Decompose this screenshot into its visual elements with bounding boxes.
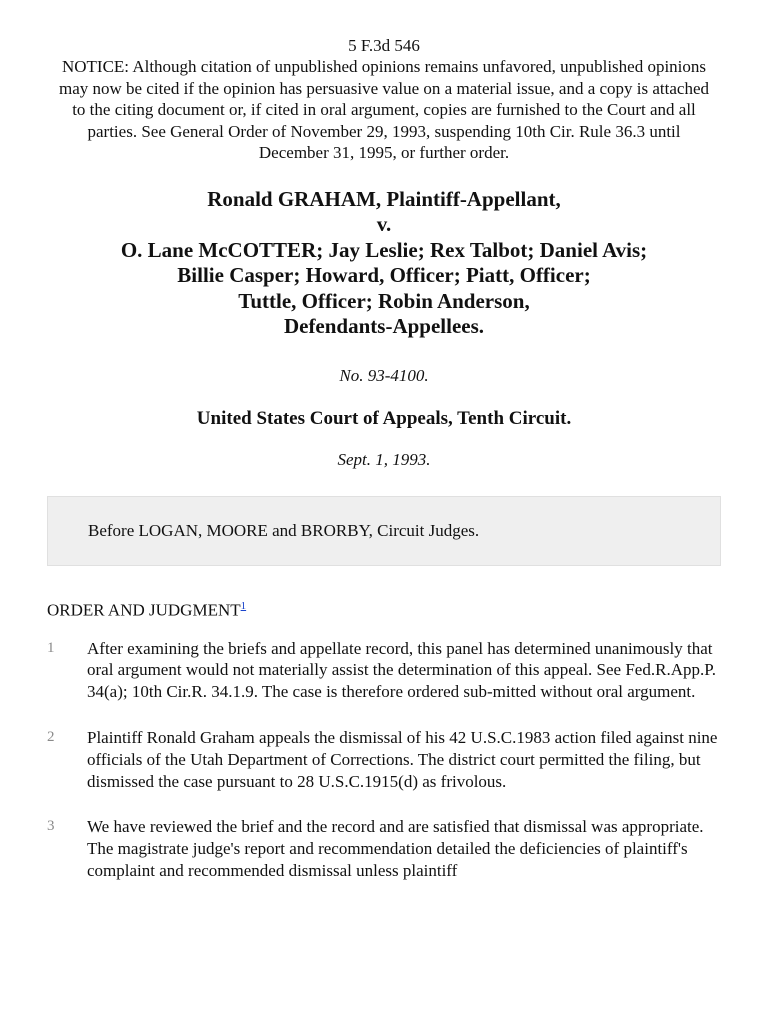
paragraph-number: 3 — [47, 818, 55, 835]
caption-defendants-role: Defendants-Appellees. — [283, 314, 485, 339]
paragraph — [47, 727, 721, 792]
caption-defendants-1: O. Lane McCOTTER; Jay Leslie; Rex Talbot; Daniel Avis; — [120, 237, 648, 262]
opinion-paragraphs — [47, 638, 721, 882]
paragraph-text: After examining the briefs and appellate record, this panel has determined unanimously that oral argument would not materially assist the determination of this appeal. See Fed.R.App.P. 34(a); 10th Cir.R. 34.1.9. The case is therefore ordered sub-mitted without oral argument. — [87, 638, 717, 702]
unpublished-notice: NOTICE: Although citation of unpublished opinions remains unfavored, unpublished opinions may now be cited if the opinion has persuasive value on a material issue, and a copy is attached to the citing document or, if cited in oral argument, copies are furnished to the Court and all parties. See General Order of November 29, 1993, suspending 10th Cir. Rule 36.3 until December 31, 1995, or further order. — [58, 57, 710, 163]
order-heading — [47, 596, 721, 621]
paragraph — [47, 816, 721, 881]
caption-defendants-3: Tuttle, Officer; Robin Anderson, — [238, 288, 530, 313]
paragraph-text: We have reviewed the brief and the record and are satisfied that dismissal was appropriate. The magistrate judge's report and recommendation detailed the deficiencies of plaintiff's complaint and recommended dismissal unless plaintiff — [87, 817, 704, 880]
decision-date: Sept. 1, 1993. — [337, 449, 431, 469]
caption-plaintiff: Ronald GRAHAM, Plaintiff-Appellant, — [207, 186, 561, 211]
panel-box — [47, 496, 721, 566]
footnote-link-1[interactable]: 1 — [240, 599, 247, 612]
panel-judges: Before LOGAN, MOORE and BRORBY, Circuit Judges. — [88, 520, 480, 540]
caption-versus: v. — [376, 212, 392, 237]
case-caption — [47, 187, 721, 340]
order-heading-text: ORDER AND JUDGMENT — [47, 600, 241, 620]
citation: 5 F.3d 546 — [348, 36, 420, 55]
paragraph — [47, 638, 721, 703]
court-name: United States Court of Appeals, Tenth Circuit. — [196, 407, 572, 429]
docket-number: No. 93-4100. — [339, 365, 429, 385]
paragraph-text: Plaintiff Ronald Graham appeals the dismissal of his 42 U.S.C.1983 action filed against nine officials of the Utah Department of Corrections. The district court permitted the filing, but dismissed the case pursuant to 28 U.S.C.1915(d) as frivolous. — [87, 728, 718, 791]
paragraph-number: 1 — [47, 639, 55, 656]
paragraph-number: 2 — [47, 729, 55, 746]
caption-defendants-2: Billie Casper; Howard, Officer; Piatt, Officer; — [177, 263, 591, 288]
